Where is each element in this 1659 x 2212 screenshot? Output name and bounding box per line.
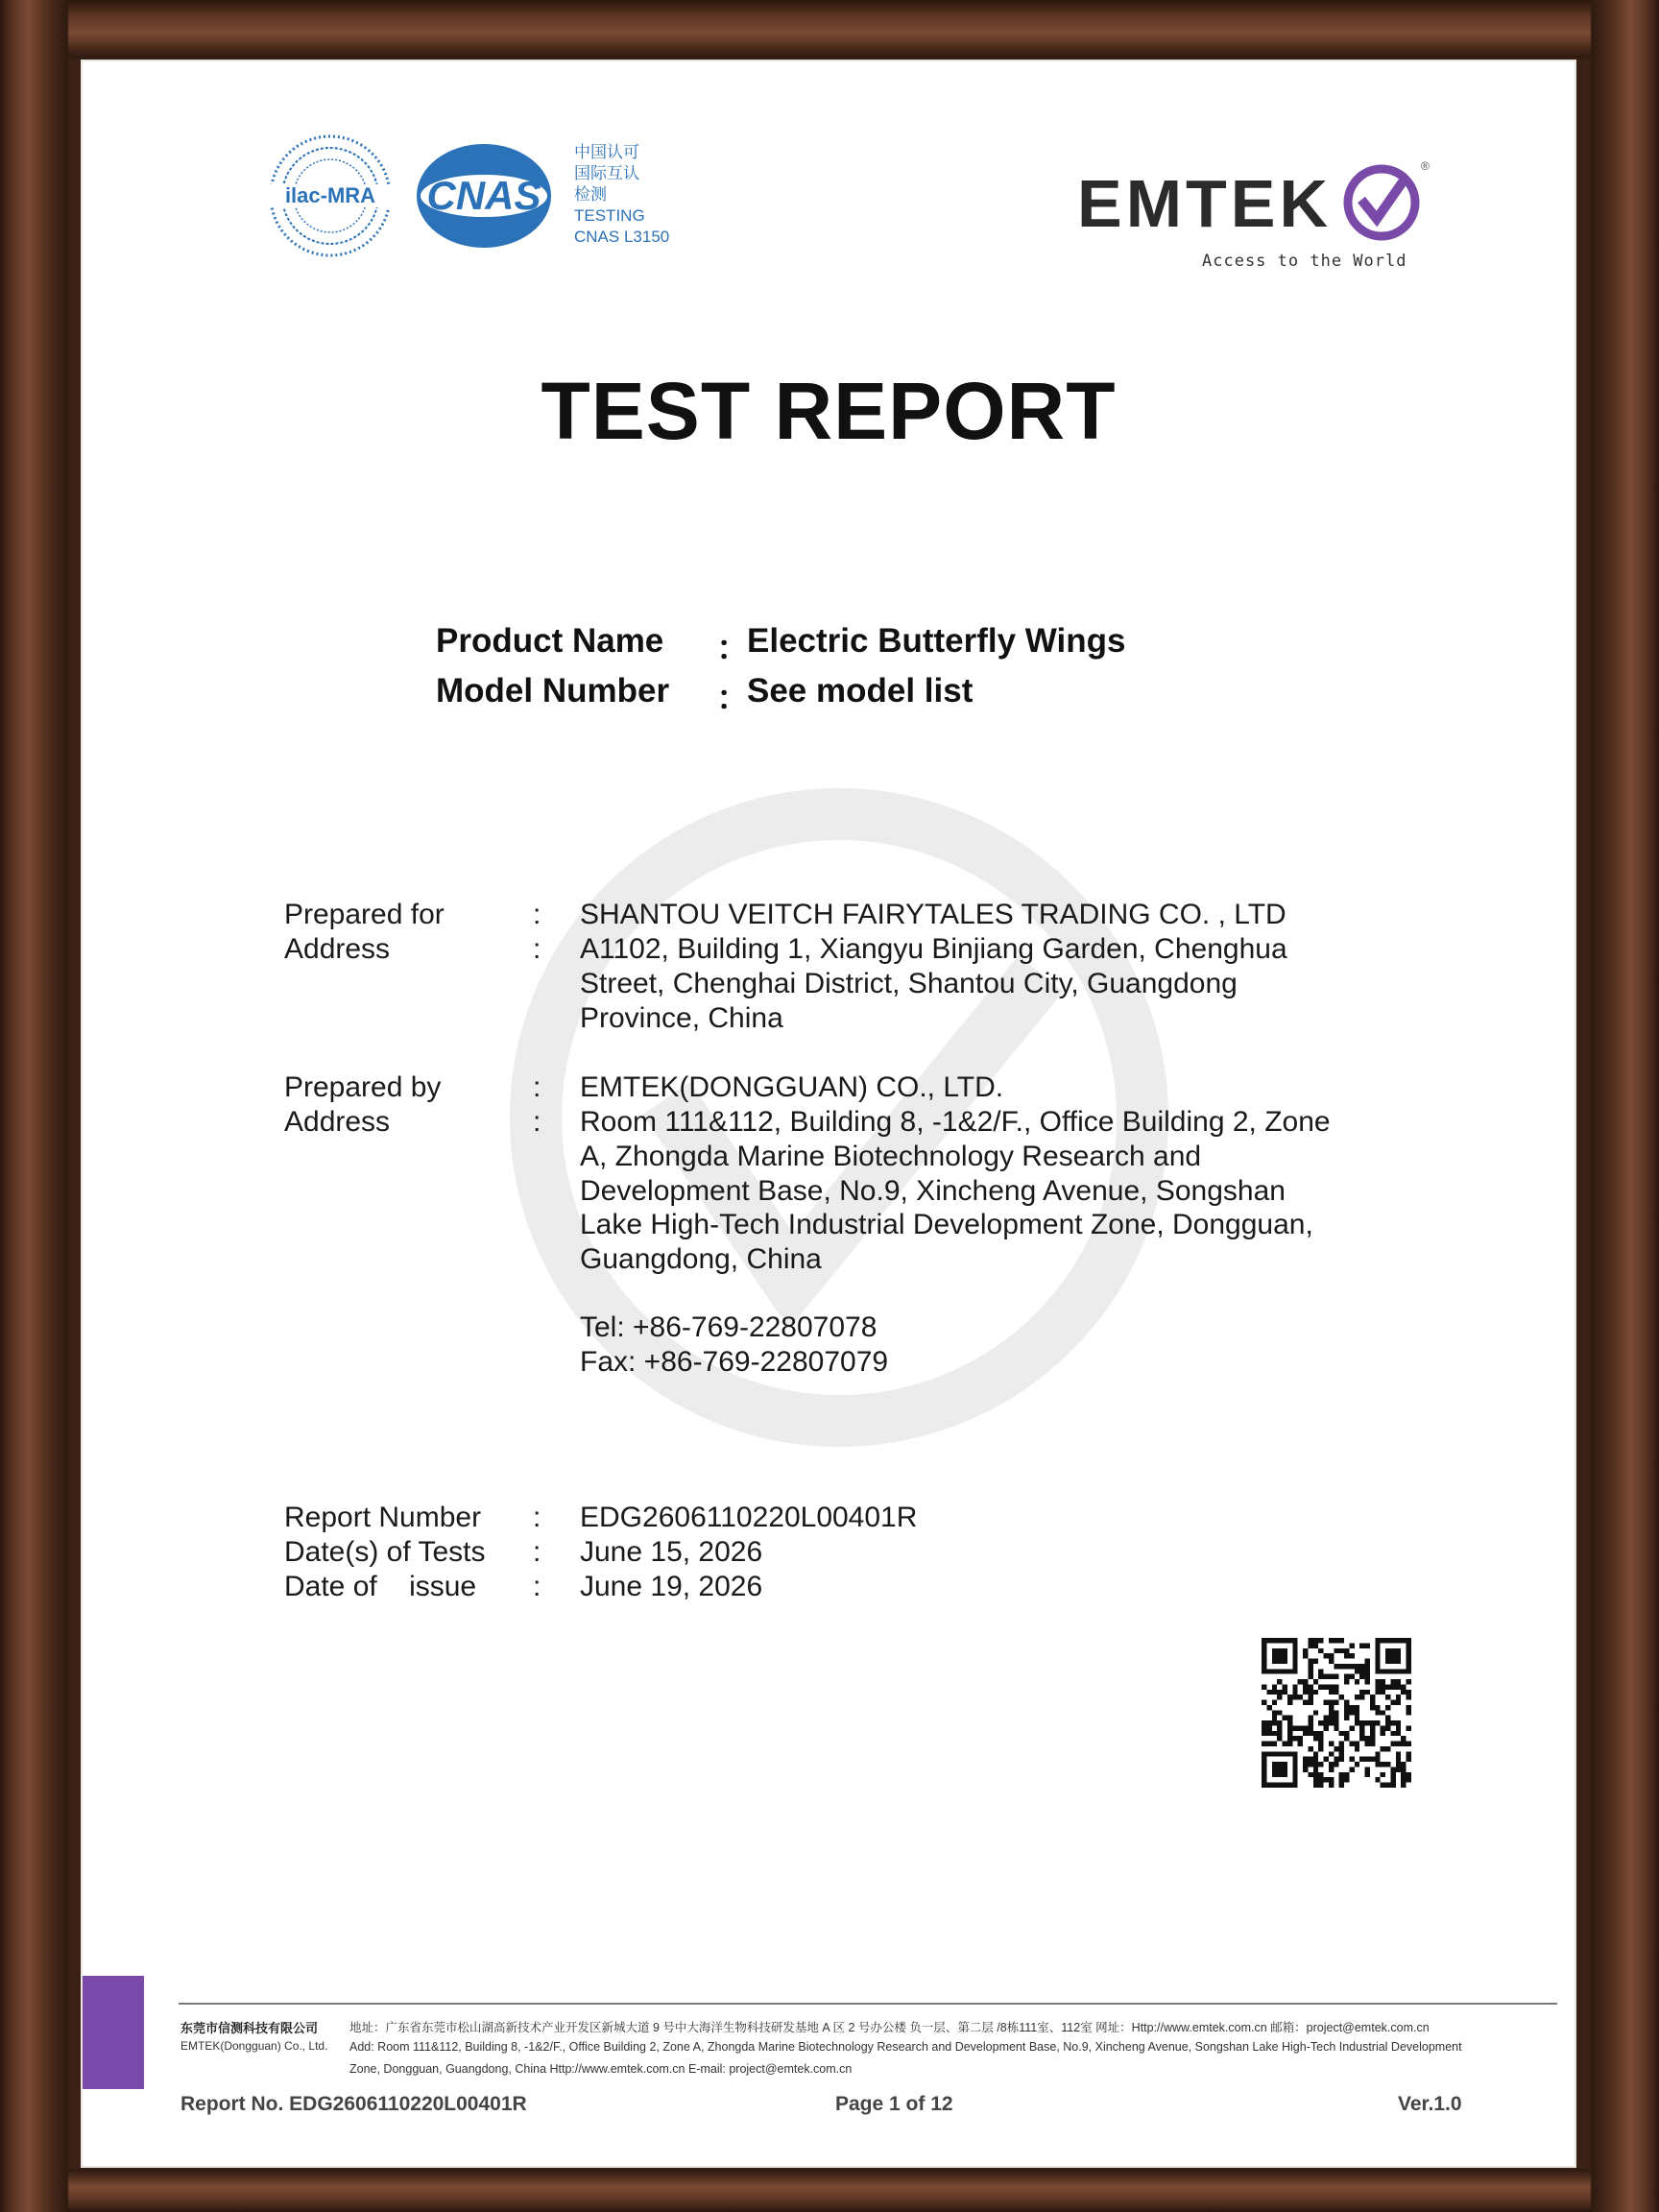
model-number-label: Model Number <box>436 672 670 709</box>
emtek-check-circle-icon <box>1342 163 1421 242</box>
address-line: Guangdong, China <box>580 1243 822 1275</box>
footer-address-en: Add: Room 111&112, Building 8, -1&2/F., Office Building 2, Zone A, Zhongda Marine Biotechnology Research and Development Base, No.9, Xincheng Avenue, Songshan Lake High-Tech Industrial Development <box>349 2040 1462 2054</box>
svg-text:ilac-MRA: ilac-MRA <box>284 183 376 207</box>
issue-date-value: June 19, 2026 <box>580 1571 763 1602</box>
address-line: Province, China <box>580 1002 783 1034</box>
address-label: Address <box>284 933 391 965</box>
address-line: Development Base, No.9, Xincheng Avenue, Songshan <box>580 1175 1286 1207</box>
separator: ： <box>716 680 751 717</box>
test-dates-label: Date(s) of Tests <box>284 1536 486 1568</box>
cnas-line: TESTING <box>574 206 645 225</box>
footer-address-cn: 地址：广东省东莞市松山湖高新技术产业开发区新城大道 9 号中大海洋生物科技研发基地 A 区 2 号办公楼 负一层、第二层 /8栋111室、112室 网址：Http://www.emtek.com.cn 邮箱：project@emtek.com.cn <box>349 2021 1430 2034</box>
footer-version: Ver.1.0 <box>1398 2093 1462 2115</box>
emtek-logo-wordmark: EMTEK <box>1077 166 1332 241</box>
colon: : <box>533 899 541 930</box>
qr-code-icon <box>1262 1638 1411 1788</box>
cnas-accreditation-text <box>574 142 728 248</box>
colon: : <box>533 1106 541 1138</box>
colon: : <box>533 1536 541 1568</box>
address-line: Room 111&112, Building 8, -1&2/F., Office Building 2, Zone <box>580 1106 1331 1138</box>
footer-divider <box>179 2003 1557 2005</box>
model-number-value: See model list <box>747 672 974 709</box>
footer-company-cn: 东莞市信测科技有限公司 <box>180 2021 319 2035</box>
cnas-line: 国际互认 <box>574 164 639 182</box>
prepared-by-value: EMTEK(DONGGUAN) CO., LTD. <box>580 1071 1004 1103</box>
tel-line: Tel: +86-769-22807078 <box>580 1311 878 1343</box>
report-page <box>81 60 1576 2168</box>
separator: ： <box>716 630 751 667</box>
svg-text:CNAS: CNAS <box>426 173 541 218</box>
footer-accent-bar <box>83 1976 144 2089</box>
cnas-line: CNAS L3150 <box>574 228 670 246</box>
product-name-value: Electric Butterfly Wings <box>747 622 1126 660</box>
address-line: A, Zhongda Marine Biotechnology Research and <box>580 1141 1202 1172</box>
emtek-tagline: Access to the World <box>1202 252 1407 271</box>
address-label: Address <box>284 1106 391 1138</box>
report-number-label: Report Number <box>284 1502 482 1533</box>
cnas-line: 中国认可 <box>574 143 639 161</box>
page-title: TEST REPORT <box>541 366 1117 456</box>
colon: : <box>533 1071 541 1103</box>
prepared-by-label: Prepared by <box>284 1071 442 1103</box>
footer-address-en: Zone, Dongguan, Guangdong, China Http://www.emtek.com.cn E-mail: project@emtek.com.cn <box>349 2062 853 2076</box>
footer-report-number: Report No. EDG2606110220L00401R <box>180 2093 527 2115</box>
registered-mark: ® <box>1421 159 1430 173</box>
address-line: Lake High-Tech Industrial Development Zone, Dongguan, <box>580 1209 1313 1240</box>
issue-date-label: Date of issue <box>284 1571 477 1602</box>
product-name-label: Product Name <box>436 622 664 660</box>
cnas-line: 检测 <box>574 185 607 204</box>
footer-company-en: EMTEK(Dongguan) Co., Ltd. <box>180 2039 328 2053</box>
address-line: Street, Chenghai District, Shantou City, Guangdong <box>580 968 1238 999</box>
report-number-value: EDG2606110220L00401R <box>580 1502 918 1533</box>
colon: : <box>533 1571 541 1602</box>
prepared-for-label: Prepared for <box>284 899 445 930</box>
colon: : <box>533 1502 541 1533</box>
test-dates-value: June 15, 2026 <box>580 1536 763 1568</box>
ilac-mra-logo-icon <box>265 131 396 261</box>
address-line: A1102, Building 1, Xiangyu Binjiang Garden, Chenghua <box>580 933 1287 965</box>
prepared-for-value: SHANTOU VEITCH FAIRYTALES TRADING CO. , LTD <box>580 899 1286 930</box>
fax-line: Fax: +86-769-22807079 <box>580 1346 889 1378</box>
footer-page-number: Page 1 of 12 <box>835 2093 953 2115</box>
colon: : <box>533 933 541 965</box>
